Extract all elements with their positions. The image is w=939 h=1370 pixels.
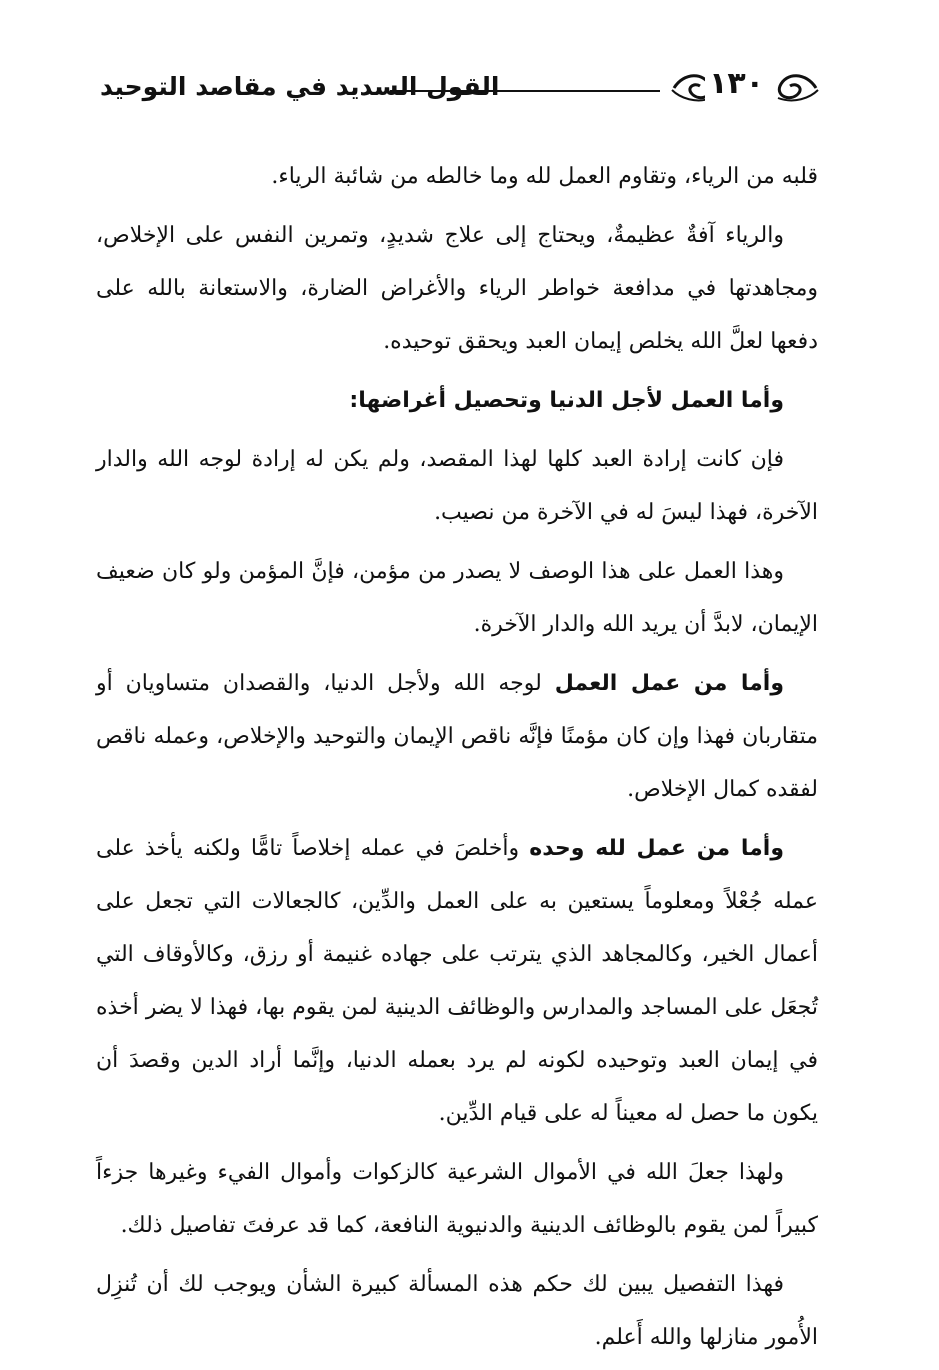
paragraph-3: فإن كانت إرادة العبد كلها لهذا المقصد، ولم يكن له إرادة لوجه الله والدار الآخرة، فهذا ليسَ له في الآخرة من نصيب. <box>96 447 818 525</box>
paragraph-7: ولهذا جعلَ الله في الأموال الشرعية كالزكوات وأموال الفيء وغيرها جزءاً كبيراً لمن يقوم بالوظائف الدينية والدنيوية النافعة، كما قد عرفتَ تفاصيل ذلك. <box>96 1160 818 1238</box>
paragraph-8: فهذا التفصيل يبين لك حكم هذه المسألة كبيرة الشأن ويوجب لك أن تُنزِل الأُمور منازلها والله أَعلم. <box>96 1272 818 1350</box>
paragraph-1: قلبه من الرياء، وتقاوم العمل لله وما خالطه من شائبة الرياء. <box>271 164 818 189</box>
paragraph-6-text: وأخلصَ في عمله إخلاصاً تامًّا ولكنه يأخذ على عمله جُعْلاً ومعلوماً يستعين به على العمل والدِّين، كالجعالات التي تجعل على أعمال الخير، وكالمجاهد الذي يترتب على جهاده غنيمة أو رزق، وكالأوقاف التي تُجعَل على المساجد والمدارس والوظائف الدينية لمن يقوم بها، فهذا لا يضر أخذه في إيمان العبد وتوحيده لكونه لم يرد بعمله الدنيا، وإنَّما أراد الدين وقصدَ أن يكون ما حصل له معيناً له على قيام الدِّين. <box>96 836 818 1126</box>
paragraph-6 <box>96 822 818 1140</box>
paragraph-6-lead: وأما من عمل لله وحده <box>529 836 784 861</box>
paragraph-5-text: لوجه الله ولأجل الدنيا، والقصدان متساويان أو متقاربان فهذا وإن كان مؤمنًا فإنَّه ناقص الإيمان والتوحيد والإخلاص، وعمله ناقص لفقده كمال الإخلاص. <box>96 671 818 802</box>
paragraph-2: والرياء آفةٌ عظيمةٌ، ويحتاج إلى علاج شديدٍ، وتمرين النفس على الإخلاص، ومجاهدتها في مدافعة خواطر الرياء والأغراض الضارة، والاستعانة بالله على دفعها لعلَّ الله يخلص إيمان العبد ويحقق توحيده. <box>96 223 818 354</box>
paragraph-5-lead: وأما من عمل العمل <box>554 671 784 696</box>
running-title: القول السديد في مقاصد التوحيد <box>100 72 500 101</box>
page-number: ١٣٠ <box>705 66 768 101</box>
page-header <box>100 66 820 110</box>
paragraph-4: وهذا العمل على هذا الوصف لا يصدر من مؤمن، فإنَّ المؤمن ولو كان ضعيف الإيمان، لابدَّ أن يريد الله والدار الآخرة. <box>96 559 818 637</box>
section-heading: وأما العمل لأجل الدنيا وتحصيل أغراضها: <box>349 388 784 413</box>
page-body <box>96 150 818 1370</box>
paragraph-5 <box>96 657 818 816</box>
